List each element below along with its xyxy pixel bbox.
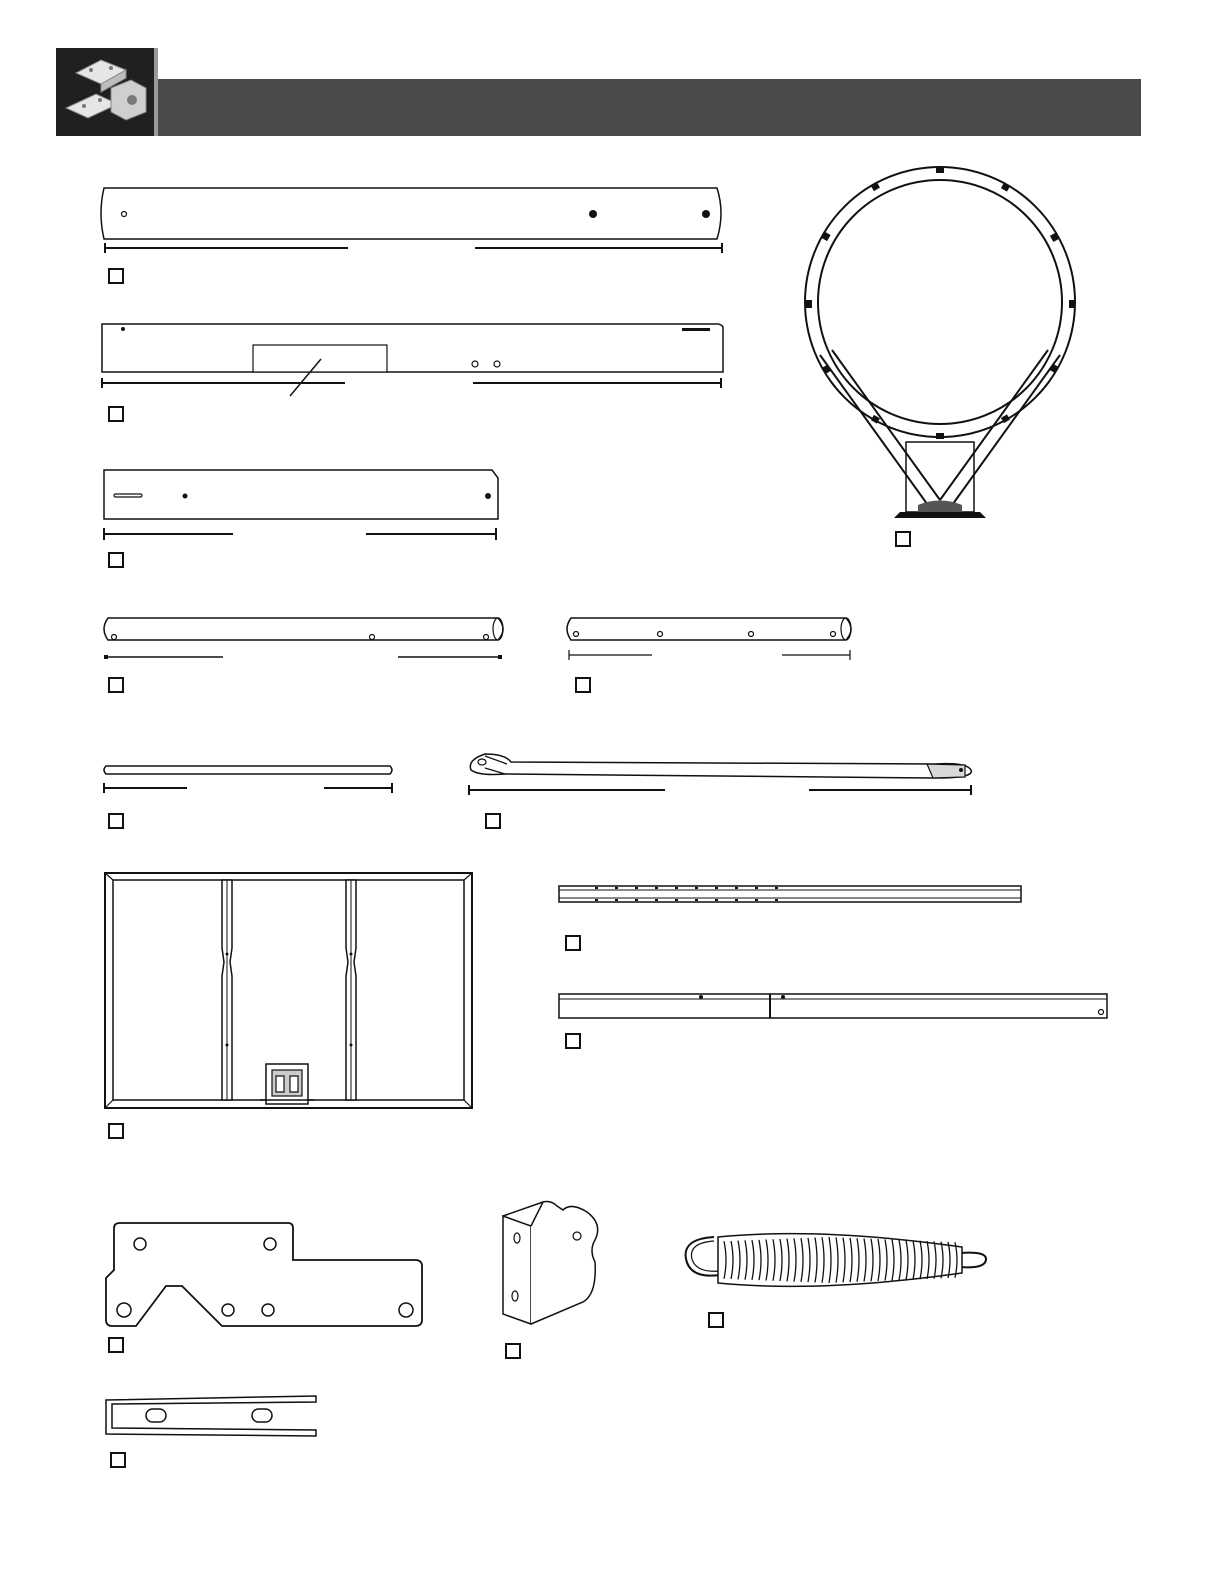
part-square-tube: [555, 988, 1115, 1058]
upper-pole-drawing: [100, 185, 730, 285]
part-backboard: [100, 870, 480, 1145]
bracket-icon: [56, 48, 154, 136]
lower-pole-drawing: [100, 466, 510, 576]
spring-drawing: [680, 1225, 1000, 1305]
rim-checkbox[interactable]: [895, 531, 911, 547]
corner-bracket-checkbox[interactable]: [505, 1343, 521, 1359]
middle-pole-drawing: [100, 322, 730, 427]
channel-long-drawing: [555, 878, 1030, 913]
tube-short-checkbox[interactable]: [575, 677, 591, 693]
part-rod: [100, 760, 400, 835]
part-channel-long: [555, 878, 1030, 958]
part-mount-plate: [100, 1218, 430, 1358]
part-brace-arm: [465, 748, 985, 838]
part-rim: [790, 160, 1090, 555]
part-upper-pole: [100, 185, 730, 285]
spring-checkbox[interactable]: [708, 1312, 724, 1328]
channel-short-checkbox[interactable]: [110, 1452, 126, 1468]
part-tube-short: [563, 615, 863, 700]
part-tube-long: [100, 615, 510, 700]
backboard-drawing: [100, 870, 480, 1115]
mount-plate-checkbox[interactable]: [108, 1337, 124, 1353]
channel-short-drawing: [100, 1392, 330, 1442]
part-corner-bracket: [495, 1198, 615, 1368]
corner-bracket-drawing: [495, 1198, 615, 1330]
lower-pole-checkbox[interactable]: [108, 552, 124, 568]
tube-long-drawing: [100, 615, 510, 700]
page-header: [0, 0, 1224, 140]
channel-long-checkbox[interactable]: [565, 935, 581, 951]
upper-pole-checkbox[interactable]: [108, 268, 124, 284]
brace-arm-checkbox[interactable]: [485, 813, 501, 829]
middle-pole-checkbox[interactable]: [108, 406, 124, 422]
part-middle-pole: [100, 322, 730, 427]
header-icon-box: [56, 48, 154, 136]
rim-drawing: [790, 160, 1090, 555]
square-tube-checkbox[interactable]: [565, 1033, 581, 1049]
rod-drawing: [100, 760, 400, 835]
part-channel-short: [100, 1392, 330, 1477]
part-lower-pole: [100, 466, 510, 576]
tube-long-checkbox[interactable]: [108, 677, 124, 693]
header-band: [158, 79, 1141, 136]
mount-plate-drawing: [100, 1218, 430, 1333]
tube-short-drawing: [563, 615, 863, 700]
square-tube-drawing: [555, 988, 1115, 1023]
backboard-checkbox[interactable]: [108, 1123, 124, 1139]
rod-checkbox[interactable]: [108, 813, 124, 829]
part-spring: [680, 1225, 1000, 1335]
brace-arm-drawing: [465, 748, 985, 838]
